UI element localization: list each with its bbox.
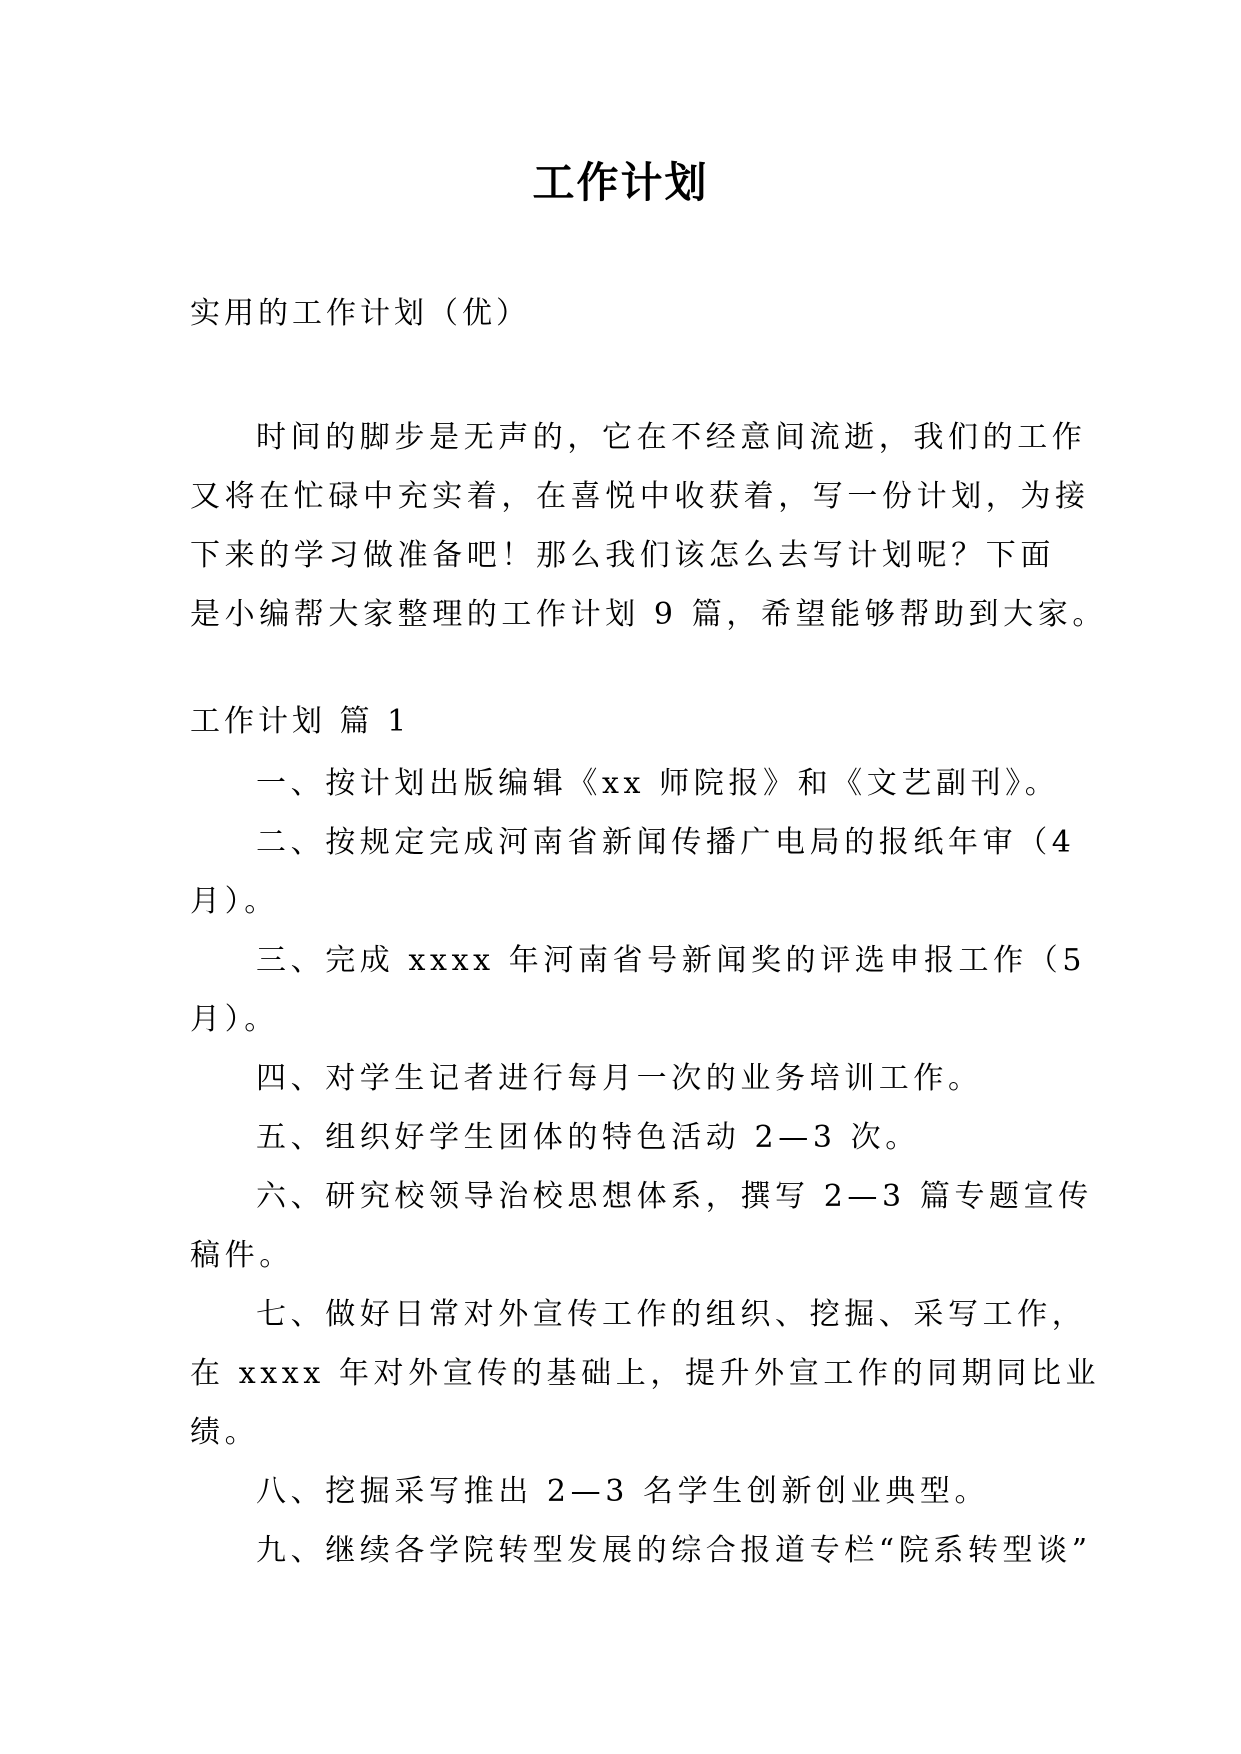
plan-item xyxy=(190,1521,1092,1580)
plan-item-line: 四、对学生记者进行每月一次的业务培训工作。 xyxy=(256,1061,983,1096)
plan-item xyxy=(190,1167,1093,1285)
intro-line: 是小编帮大家整理的工作计划 9 篇，希望能够帮助到大家。 xyxy=(190,597,1107,632)
plan-item xyxy=(190,1049,1070,1108)
intro-line: 又将在忙碌中充实着，在喜悦中收获着，写一份计划，为接 xyxy=(190,479,1090,514)
plan-item xyxy=(190,813,1076,931)
plan-item xyxy=(190,1462,1070,1521)
plan-item-line: 六、研究校领导治校思想体系，撰写 2—3 篇专题宣传 xyxy=(256,1179,1093,1214)
plan-item-line: 五、组织好学生团体的特色活动 2—3 次。 xyxy=(256,1120,920,1155)
plan-item-line: 三、完成 xxxx 年河南省号新闻奖的评选申报工作（5 xyxy=(256,943,1087,978)
plan-item-line: 八、挖掘采写推出 2—3 名学生创新创业典型。 xyxy=(256,1474,990,1509)
plan-item-list xyxy=(190,754,1101,1580)
intro-line: 时间的脚步是无声的，它在不经意间流逝，我们的工作 xyxy=(256,420,1087,455)
plan-item-line: 九、继续各学院转型发展的综合报道专栏“院系转型谈” xyxy=(256,1533,1092,1568)
plan-item xyxy=(190,1108,1070,1167)
plan-item-line: 在 xxxx 年对外宣传的基础上，提升外宣工作的同期同比业 xyxy=(190,1356,1101,1391)
document-title: 工作计划 xyxy=(532,158,709,207)
document-subtitle: 实用的工作计划（优） xyxy=(190,296,530,331)
plan-item xyxy=(190,1285,1101,1462)
plan-item-line: 一、按计划出版编辑《xx 师院报》和《文艺副刊》。 xyxy=(256,766,1060,801)
plan-item xyxy=(190,931,1087,1049)
plan-item-line: 绩。 xyxy=(190,1415,260,1450)
plan-item-line: 稿件。 xyxy=(190,1238,294,1273)
intro-paragraph xyxy=(190,408,1107,644)
plan-item-line: 二、按规定完成河南省新闻传播广电局的报纸年审（4 xyxy=(256,825,1076,860)
section-heading: 工作计划 篇 1 xyxy=(190,704,411,739)
plan-item-line: 月）。 xyxy=(190,884,279,919)
intro-line: 下来的学习做准备吧！那么我们该怎么去写计划呢？下面 xyxy=(190,538,1055,573)
plan-item-line: 月）。 xyxy=(190,1002,279,1037)
plan-item-line: 七、做好日常对外宣传工作的组织、挖掘、采写工作， xyxy=(256,1297,1087,1332)
plan-item xyxy=(190,754,1070,813)
